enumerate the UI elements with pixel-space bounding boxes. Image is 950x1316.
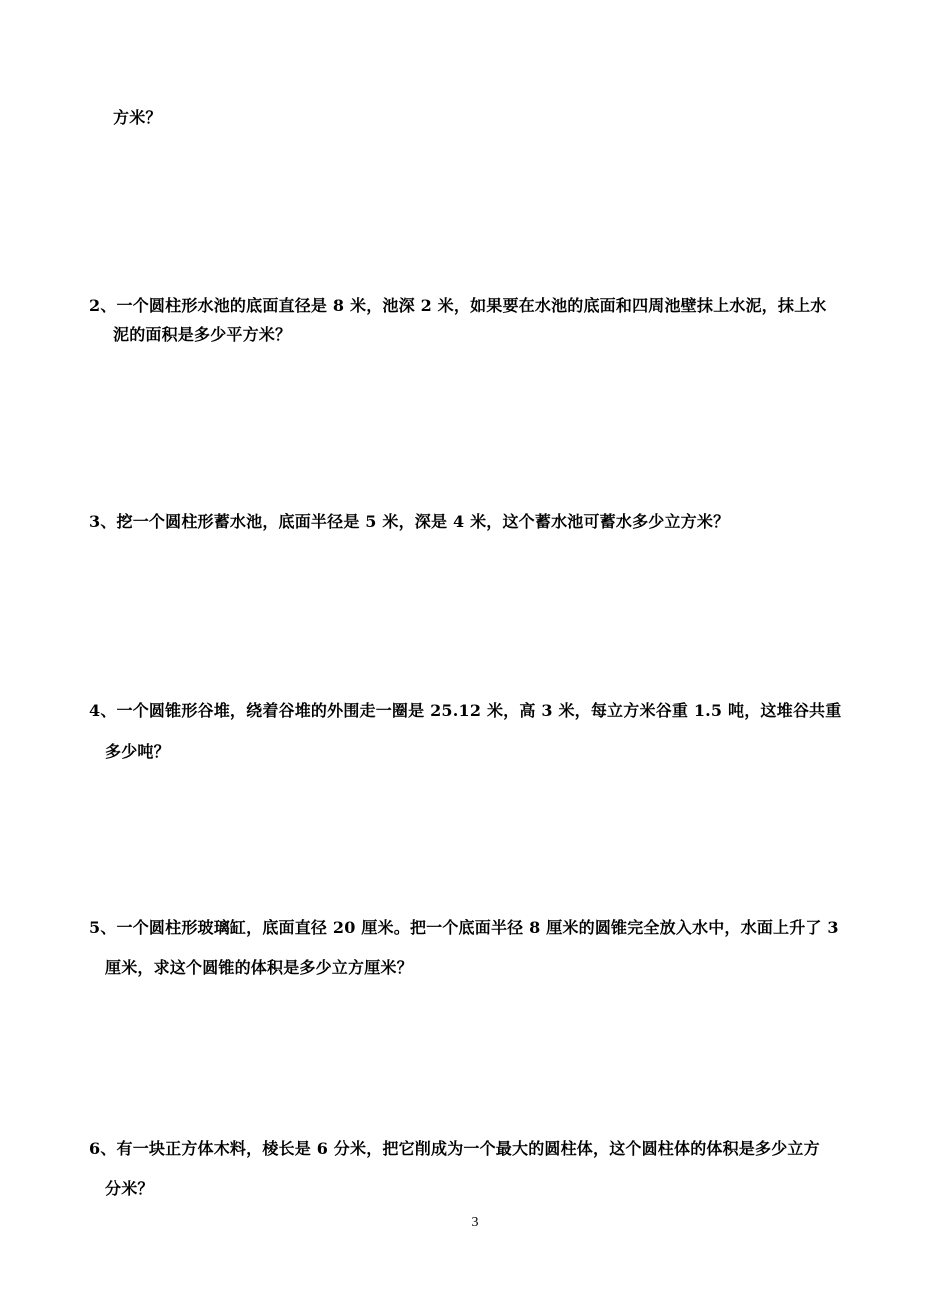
- question-2-line-1: 2、一个圆柱形水池的底面直径是 8 米，池深 2 米，如果要在水池的底面和四周池壁抹上水泥，抹上水: [89, 296, 827, 315]
- question-6-line-1: 6、有一块正方体木料，棱长是 6 分米，把它削成为一个最大的圆柱体，这个圆柱体的体积是多少立方: [89, 1139, 820, 1158]
- question-4-line-2: 多少吨？: [105, 742, 170, 761]
- question-6-line-2: 分米？: [105, 1179, 154, 1198]
- question-3-line-1: 3、挖一个圆柱形蓄水池，底面半径是 5 米，深是 4 米，这个蓄水池可蓄水多少立方米？: [89, 512, 730, 531]
- question-4-line-1: 4、一个圆锥形谷堆，绕着谷堆的外围走一圈是 25.12 米，高 3 米，每立方米谷重 1.5 吨，这堆谷共重: [89, 701, 842, 720]
- question-1-continuation: 方米？: [113, 108, 162, 127]
- page-number: 3: [471, 1215, 479, 1230]
- question-5-line-1: 5、一个圆柱形玻璃缸，底面直径 20 厘米。把一个底面半径 8 厘米的圆锥完全放入水中，水面上升了 3: [89, 918, 839, 937]
- question-2-line-2: 泥的面积是多少平方米？: [113, 325, 292, 344]
- question-5-line-2: 厘米，求这个圆锥的体积是多少立方厘米？: [105, 958, 413, 977]
